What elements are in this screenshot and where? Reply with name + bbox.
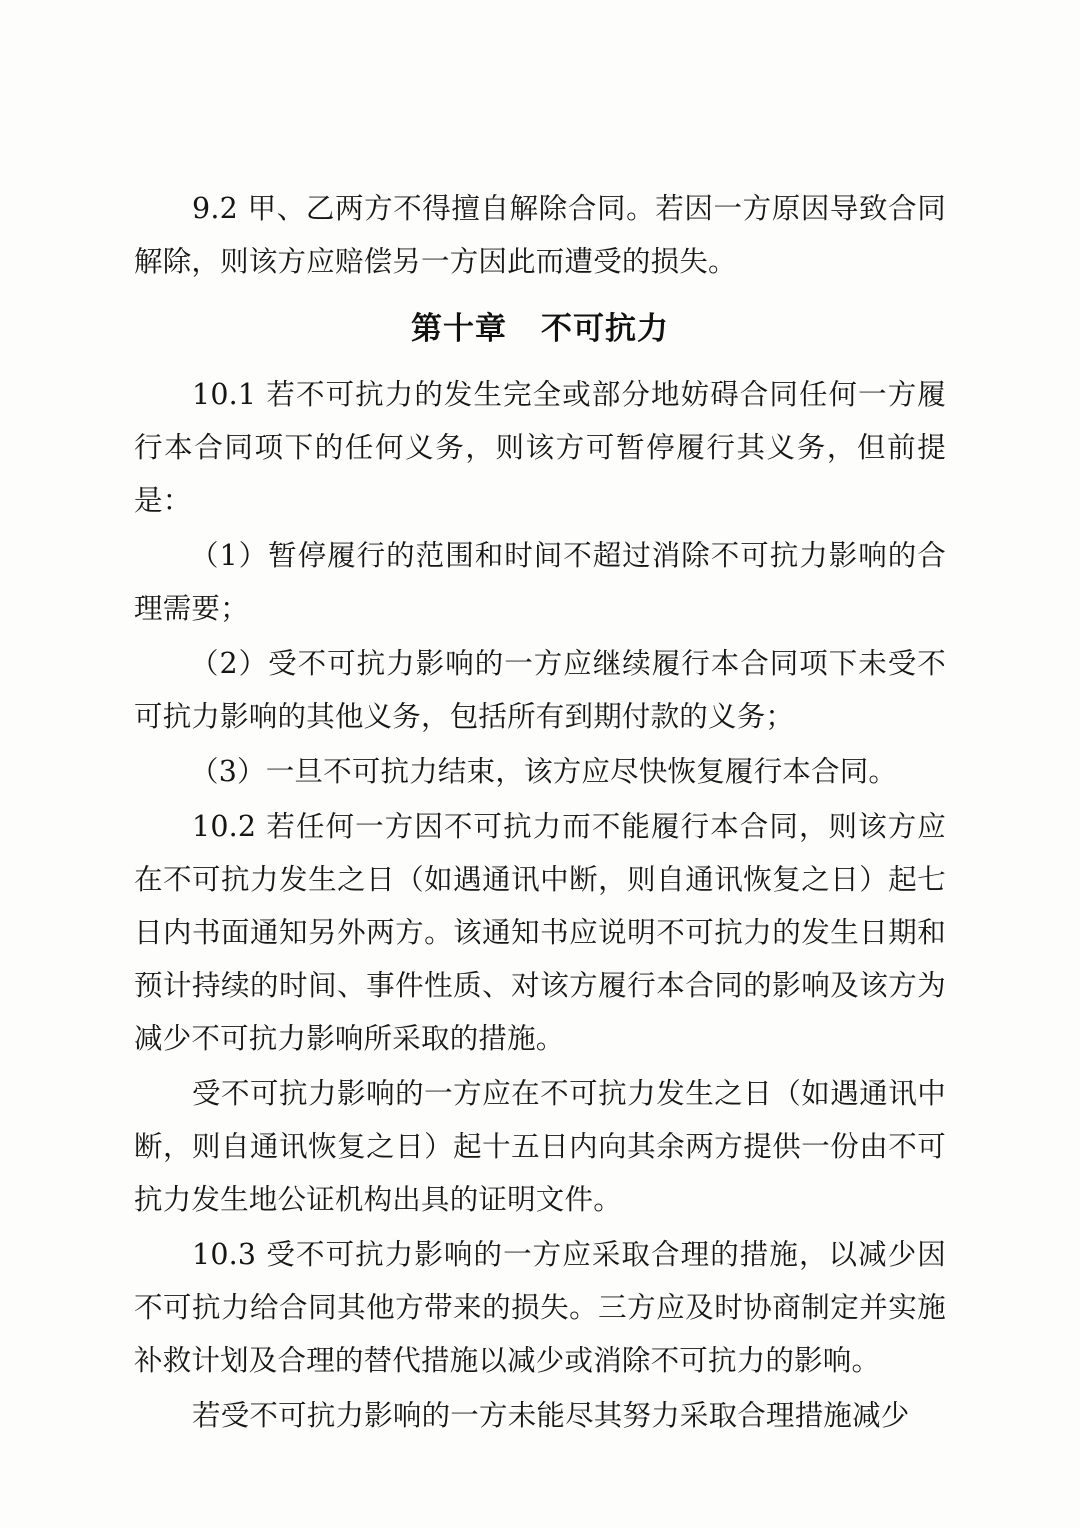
chapter-heading	[134, 300, 946, 358]
paragraph-clause-10-3-continued: 若受不可抗力影响的一方未能尽其努力采取合理措施减少	[192, 1399, 910, 1432]
paragraph-clause-10-1-item-1: （1）暂停履行的范围和时间不超过消除不可抗力影响的合理需要；	[134, 539, 946, 625]
chapter-title: 不可抗力	[541, 311, 669, 347]
page-content	[134, 182, 946, 1444]
paragraph-clause-10-1-item-2: （2）受不可抗力影响的一方应继续履行本合同项下未受不可抗力影响的其他义务，包括所有到期付款的义务；	[134, 647, 946, 733]
paragraph-clause-9-2: 9.2 甲、乙两方不得擅自解除合同。若因一方原因导致合同解除，则该方应赔偿另一方因此而遭受的损失。	[134, 192, 946, 278]
chapter-number: 第十章	[411, 311, 507, 347]
paragraph-clause-10-2: 10.2 若任何一方因不可抗力而不能履行本合同，则该方应在不可抗力发生之日（如遇通讯中断，则自通讯恢复之日）起七日内书面通知另外两方。该通知书应说明不可抗力的发生日期和预计持续的时间、事件性质、对该方履行本合同的影响及该方为减少不可抗力影响所采取的措施。	[134, 810, 946, 1055]
paragraph-clause-10-3: 10.3 受不可抗力影响的一方应采取合理的措施，以减少因不可抗力给合同其他方带来的损失。三方应及时协商制定并实施补救计划及合理的替代措施以减少或消除不可抗力的影响。	[134, 1238, 946, 1377]
paragraph-clause-10-1-item-3: （3）一旦不可抗力结束，该方应尽快恢复履行本合同。	[190, 755, 898, 788]
paragraph-clause-10-2-continued: 受不可抗力影响的一方应在不可抗力发生之日（如遇通讯中断，则自通讯恢复之日）起十五日内向其余两方提供一份由不可抗力发生地公证机构出具的证明文件。	[134, 1077, 946, 1216]
paragraph-clause-10-1: 10.1 若不可抗力的发生完全或部分地妨碍合同任何一方履行本合同项下的任何义务，则该方可暂停履行其义务，但前提是：	[134, 378, 946, 517]
